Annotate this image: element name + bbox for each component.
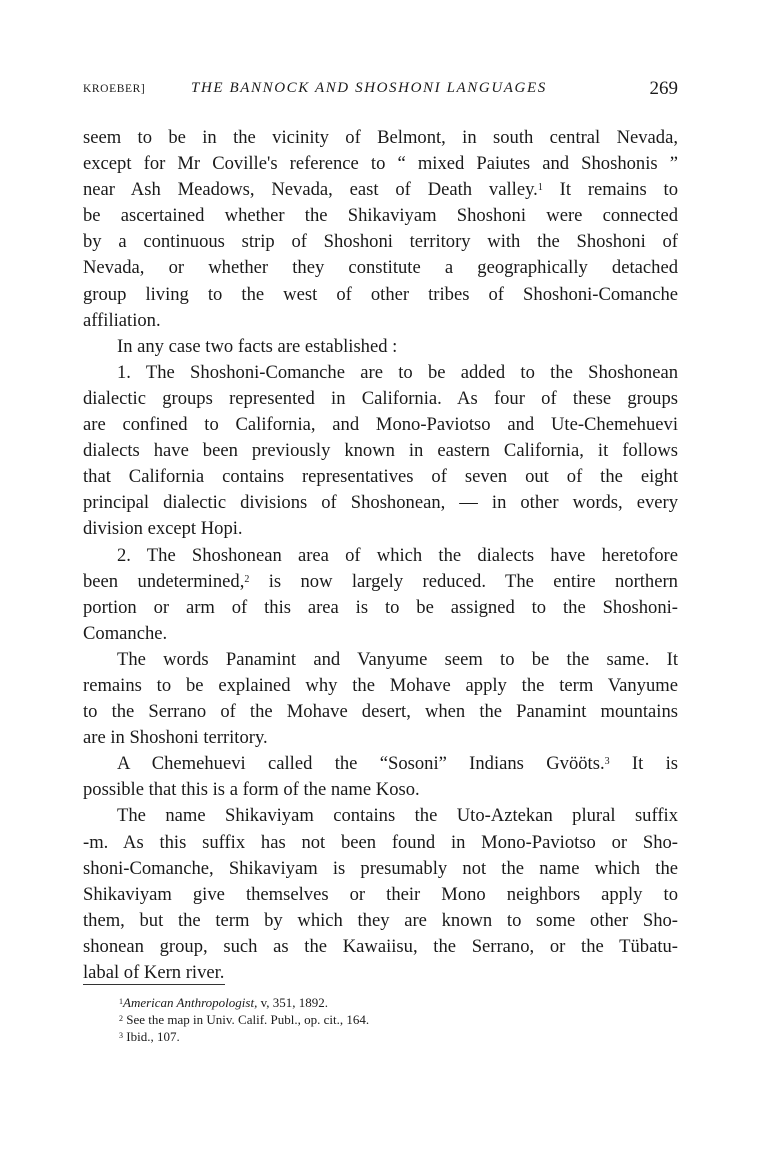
text-line: Nevada, or whether they constitute a geographically detached — [83, 257, 678, 279]
text-line: by a continuous strip of Shoshoni territory with the Shoshoni of — [83, 231, 678, 253]
footnote-rule — [83, 984, 225, 985]
text-line: seem to be in the vicinity of Belmont, in south central Nevada, — [83, 127, 678, 148]
text-line: dialects have been previously known in eastern California, it follows — [83, 440, 678, 462]
footnote-number: 3 — [119, 1031, 123, 1040]
running-head-author: KROEBER] — [83, 83, 146, 95]
text-line: near Ash Meadows, Nevada, east of Death valley.$^1$ It remains to — [83, 179, 678, 201]
text-line: 1. The Shoshoni-Comanche are to be added to the Shoshonean — [117, 361, 678, 383]
footnote-number: 1 — [119, 997, 123, 1006]
footnote-1: $^1$American Anthropologist, v, 351, 1892. — [119, 995, 328, 1010]
footnotes — [119, 994, 369, 1045]
text-line: 2. The Shoshonean area of which the dialects have heretofore — [117, 544, 678, 566]
text-line: be ascertained whether the Shikaviyam Shoshoni were connected — [83, 205, 678, 227]
text-line: shoni-Comanche, Shikaviyam is presumably not the name which the — [83, 857, 678, 879]
footnote-2: $^2$ See the map in Univ. Calif. Publ., op. cit., 164. — [119, 1012, 370, 1027]
text-line: portion or arm of this area is to be assigned to the Shoshoni- — [83, 596, 678, 618]
text-line: dialectic groups represented in California. As four of these groups — [83, 387, 678, 409]
text-line: except for Mr Coville's reference to “ mixed Paiutes and Shoshonis ” — [83, 153, 678, 175]
text-line: In any case two facts are established : — [117, 335, 398, 357]
text-line: them, but the term by which they are known to some other Sho- — [83, 909, 678, 931]
text-line: that California contains representatives of seven out of the eight — [83, 466, 678, 488]
text-line: been undetermined,$^2$ is now largely reduced. The entire northern — [83, 570, 678, 592]
footnote-marker[interactable]: 3 — [604, 756, 610, 768]
text-line: labal of Kern river. — [83, 962, 225, 983]
text-line: shonean group, such as the Kawaiisu, the Serrano, or the Tübatu- — [83, 935, 678, 957]
text-line: to the Serrano of the Mohave desert, when the Panamint mountains — [83, 701, 678, 723]
footnote-marker[interactable]: 2 — [244, 573, 250, 585]
text-line: are in Shoshoni territory. — [83, 727, 268, 749]
text-line: affiliation. — [83, 309, 161, 331]
footnote-3: $^3$ Ibid., 107. — [119, 1029, 180, 1044]
text-line: principal dialectic divisions of Shoshonean, — in other words, every — [83, 492, 678, 514]
running-head-title: THE BANNOCK AND SHOSHONI LANGUAGES — [191, 80, 547, 96]
text-line: The words Panamint and Vanyume seem to be the same. It — [117, 648, 678, 670]
footnote-number: 2 — [119, 1014, 123, 1023]
footnote-marker[interactable]: 1 — [537, 182, 543, 194]
text-line: The name Shikaviyam contains the Uto-Aztekan plural suffix — [117, 805, 678, 827]
body-text — [83, 125, 678, 986]
text-line: group living to the west of other tribes of Shoshoni-Comanche — [83, 283, 678, 305]
text-line: Comanche. — [83, 622, 168, 644]
text-line: possible that this is a form of the name Koso. — [83, 779, 420, 801]
text-line: are confined to California, and Mono-Paviotso and Ute-Chemehuevi — [83, 414, 678, 436]
text-line: Shikaviyam give themselves or their Mono neighbors apply to — [83, 883, 678, 905]
text-line: division except Hopi. — [83, 518, 243, 540]
footnote-source-title: American Anthropologist, — [123, 995, 258, 1010]
text-line: -m. As this suffix has not been found in Mono-Paviotso or Sho- — [83, 831, 678, 853]
text-line: A Chemehuevi called the “Sosoni” Indians Gvööts.$^3$ It is — [117, 753, 678, 775]
running-head — [83, 80, 678, 104]
text-line: remains to be explained why the Mohave apply the term Vanyume — [83, 674, 678, 696]
page-number: 269 — [649, 78, 678, 99]
